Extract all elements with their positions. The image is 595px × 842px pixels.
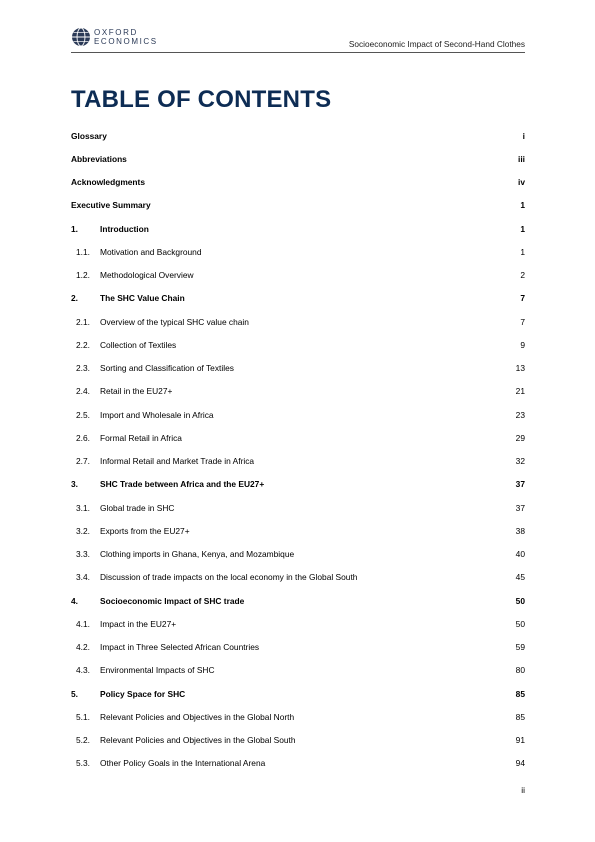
toc-entry-title: Methodological Overview bbox=[100, 270, 194, 281]
toc-entry-title: Retail in the EU27+ bbox=[100, 386, 173, 397]
toc-entry-title: Global trade in SHC bbox=[100, 502, 175, 513]
toc-subsection-entry[interactable] bbox=[71, 543, 525, 566]
toc-entry-title: SHC Trade between Africa and the EU27+ bbox=[100, 479, 265, 490]
toc-entry-title: Relevant Policies and Objectives in the Global North bbox=[100, 711, 295, 722]
toc-entry-title: Other Policy Goals in the International Arena bbox=[100, 758, 266, 769]
toc-section-entry[interactable] bbox=[71, 287, 525, 310]
toc-subsection-entry[interactable] bbox=[71, 496, 525, 519]
toc-entry-page: 45 bbox=[515, 572, 525, 583]
toc-entry-number: 5.2. bbox=[76, 735, 90, 746]
toc-entry-title: Policy Space for SHC bbox=[100, 688, 186, 699]
toc-entry-title: Impact in the EU27+ bbox=[100, 618, 177, 629]
toc-subsection-entry[interactable] bbox=[71, 403, 525, 426]
toc-entry-page: 94 bbox=[515, 758, 525, 769]
toc-entry-number: 1.2. bbox=[76, 270, 90, 281]
toc-entry-title: Sorting and Classification of Textiles bbox=[100, 363, 234, 374]
toc-subsection-entry[interactable] bbox=[71, 240, 525, 263]
toc-entry-page: 13 bbox=[515, 363, 525, 374]
toc-entry-number: 2.3. bbox=[76, 363, 90, 374]
toc-entry-title: Informal Retail and Market Trade in Africa bbox=[100, 456, 255, 467]
toc-entry-number: 3.3. bbox=[76, 549, 90, 560]
globe-icon bbox=[71, 27, 91, 47]
toc-entry-number: 5. bbox=[71, 688, 78, 699]
toc-entry-title: Overview of the typical SHC value chain bbox=[100, 316, 249, 327]
toc-entry-number: 4.3. bbox=[76, 665, 90, 676]
toc-entry-number: 4.1. bbox=[76, 618, 90, 629]
toc-subsection-entry[interactable] bbox=[71, 310, 525, 333]
toc-entry-number: 3. bbox=[71, 479, 78, 490]
toc-subsection-entry[interactable] bbox=[71, 264, 525, 287]
toc-entry-number: 2.4. bbox=[76, 386, 90, 397]
toc-subsection-entry[interactable] bbox=[71, 705, 525, 728]
toc-entry-title: Exports from the EU27+ bbox=[100, 525, 190, 536]
page-number: ii bbox=[521, 785, 525, 795]
toc-entry-title: Formal Retail in Africa bbox=[100, 432, 182, 443]
toc-section-entry[interactable] bbox=[71, 589, 525, 612]
toc-entry-title: Discussion of trade impacts on the local economy in the Global South bbox=[100, 572, 358, 583]
toc-entry-page: 85 bbox=[515, 688, 525, 699]
toc-entry-title: Environmental Impacts of SHC bbox=[100, 665, 215, 676]
toc-entry-number: 2.7. bbox=[76, 456, 90, 467]
toc-entry-title: Abbreviations bbox=[71, 153, 127, 164]
toc-entry-number: 3.2. bbox=[76, 525, 90, 536]
toc-section-entry[interactable] bbox=[71, 194, 525, 217]
toc-subsection-entry[interactable] bbox=[71, 566, 525, 589]
toc-entry-page: 37 bbox=[515, 479, 525, 490]
toc-section-entry[interactable] bbox=[71, 171, 525, 194]
toc-entry-page: 32 bbox=[515, 456, 525, 467]
toc-entry-title: Import and Wholesale in Africa bbox=[100, 409, 214, 420]
toc-entry-page: 59 bbox=[515, 642, 525, 653]
logo-line-1: OXFORD bbox=[94, 28, 138, 37]
toc-section-entry[interactable] bbox=[71, 473, 525, 496]
toc-entry-title: Glossary bbox=[71, 130, 107, 141]
toc-subsection-entry[interactable] bbox=[71, 636, 525, 659]
toc-entry-number: 5.1. bbox=[76, 711, 90, 722]
page-header bbox=[71, 27, 525, 53]
toc-entry-page: 23 bbox=[515, 409, 525, 420]
toc-heading: TABLE OF CONTENTS bbox=[71, 86, 332, 113]
toc-subsection-entry[interactable] bbox=[71, 380, 525, 403]
toc-entry-page: 1 bbox=[520, 200, 525, 211]
toc-subsection-entry[interactable] bbox=[71, 519, 525, 542]
toc-entry-page: iii bbox=[518, 153, 525, 164]
toc-entry-number: 1.1. bbox=[76, 246, 90, 257]
toc-entry-page: 50 bbox=[515, 595, 525, 606]
toc-subsection-entry[interactable] bbox=[71, 426, 525, 449]
toc-entry-page: 38 bbox=[515, 525, 525, 536]
toc-entry-number: 2.2. bbox=[76, 339, 90, 350]
table-of-contents bbox=[71, 124, 525, 775]
toc-entry-page: 40 bbox=[515, 549, 525, 560]
toc-entry-title: Collection of Textiles bbox=[100, 339, 177, 350]
toc-entry-number: 2.1. bbox=[76, 316, 90, 327]
document-title: Socioeconomic Impact of Second-Hand Clothes bbox=[348, 39, 525, 49]
toc-entry-page: 37 bbox=[515, 502, 525, 513]
toc-entry-number: 3.1. bbox=[76, 502, 90, 513]
toc-entry-title: Clothing imports in Ghana, Kenya, and Mozambique bbox=[100, 549, 295, 560]
toc-entry-number: 2.5. bbox=[76, 409, 90, 420]
toc-entry-title: Impact in Three Selected African Countries bbox=[100, 642, 260, 653]
toc-entry-number: 4. bbox=[71, 595, 78, 606]
toc-subsection-entry[interactable] bbox=[71, 752, 525, 775]
toc-entry-title: Socioeconomic Impact of SHC trade bbox=[100, 595, 245, 606]
toc-entry-page: 1 bbox=[520, 246, 525, 257]
toc-section-entry[interactable] bbox=[71, 124, 525, 147]
toc-entry-page: 2 bbox=[520, 270, 525, 281]
toc-entry-number: 5.3. bbox=[76, 758, 90, 769]
toc-entry-title: Acknowledgments bbox=[71, 177, 145, 188]
logo-wordmark bbox=[94, 28, 158, 46]
toc-entry-page: 21 bbox=[515, 386, 525, 397]
logo-line-2: ECONOMICS bbox=[94, 37, 158, 46]
toc-entry-page: 9 bbox=[520, 339, 525, 350]
toc-entry-page: 1 bbox=[520, 223, 525, 234]
toc-entry-number: 2.6. bbox=[76, 432, 90, 443]
toc-subsection-entry[interactable] bbox=[71, 729, 525, 752]
toc-entry-title: Motivation and Background bbox=[100, 246, 202, 257]
toc-section-entry[interactable] bbox=[71, 147, 525, 170]
toc-entry-page: 50 bbox=[515, 618, 525, 629]
toc-entry-page: iv bbox=[518, 177, 525, 188]
toc-entry-number: 4.2. bbox=[76, 642, 90, 653]
toc-entry-page: 85 bbox=[515, 711, 525, 722]
toc-subsection-entry[interactable] bbox=[71, 659, 525, 682]
toc-subsection-entry[interactable] bbox=[71, 450, 525, 473]
toc-entry-title: Introduction bbox=[100, 223, 149, 234]
toc-entry-number: 1. bbox=[71, 223, 78, 234]
toc-entry-title: Relevant Policies and Objectives in the Global South bbox=[100, 735, 296, 746]
toc-subsection-entry[interactable] bbox=[71, 333, 525, 356]
toc-entry-page: 29 bbox=[515, 432, 525, 443]
toc-entry-title: The SHC Value Chain bbox=[100, 293, 185, 304]
toc-entry-number: 2. bbox=[71, 293, 78, 304]
toc-entry-page: 80 bbox=[515, 665, 525, 676]
oxford-economics-logo bbox=[71, 27, 158, 47]
toc-section-entry[interactable] bbox=[71, 217, 525, 240]
toc-entry-number: 3.4. bbox=[76, 572, 90, 583]
toc-entry-page: 7 bbox=[520, 316, 525, 327]
toc-entry-page: i bbox=[522, 130, 525, 141]
toc-subsection-entry[interactable] bbox=[71, 612, 525, 635]
toc-section-entry[interactable] bbox=[71, 682, 525, 705]
toc-entry-page: 91 bbox=[515, 735, 525, 746]
toc-entry-page: 7 bbox=[520, 293, 525, 304]
toc-entry-title: Executive Summary bbox=[71, 200, 151, 211]
toc-subsection-entry[interactable] bbox=[71, 357, 525, 380]
